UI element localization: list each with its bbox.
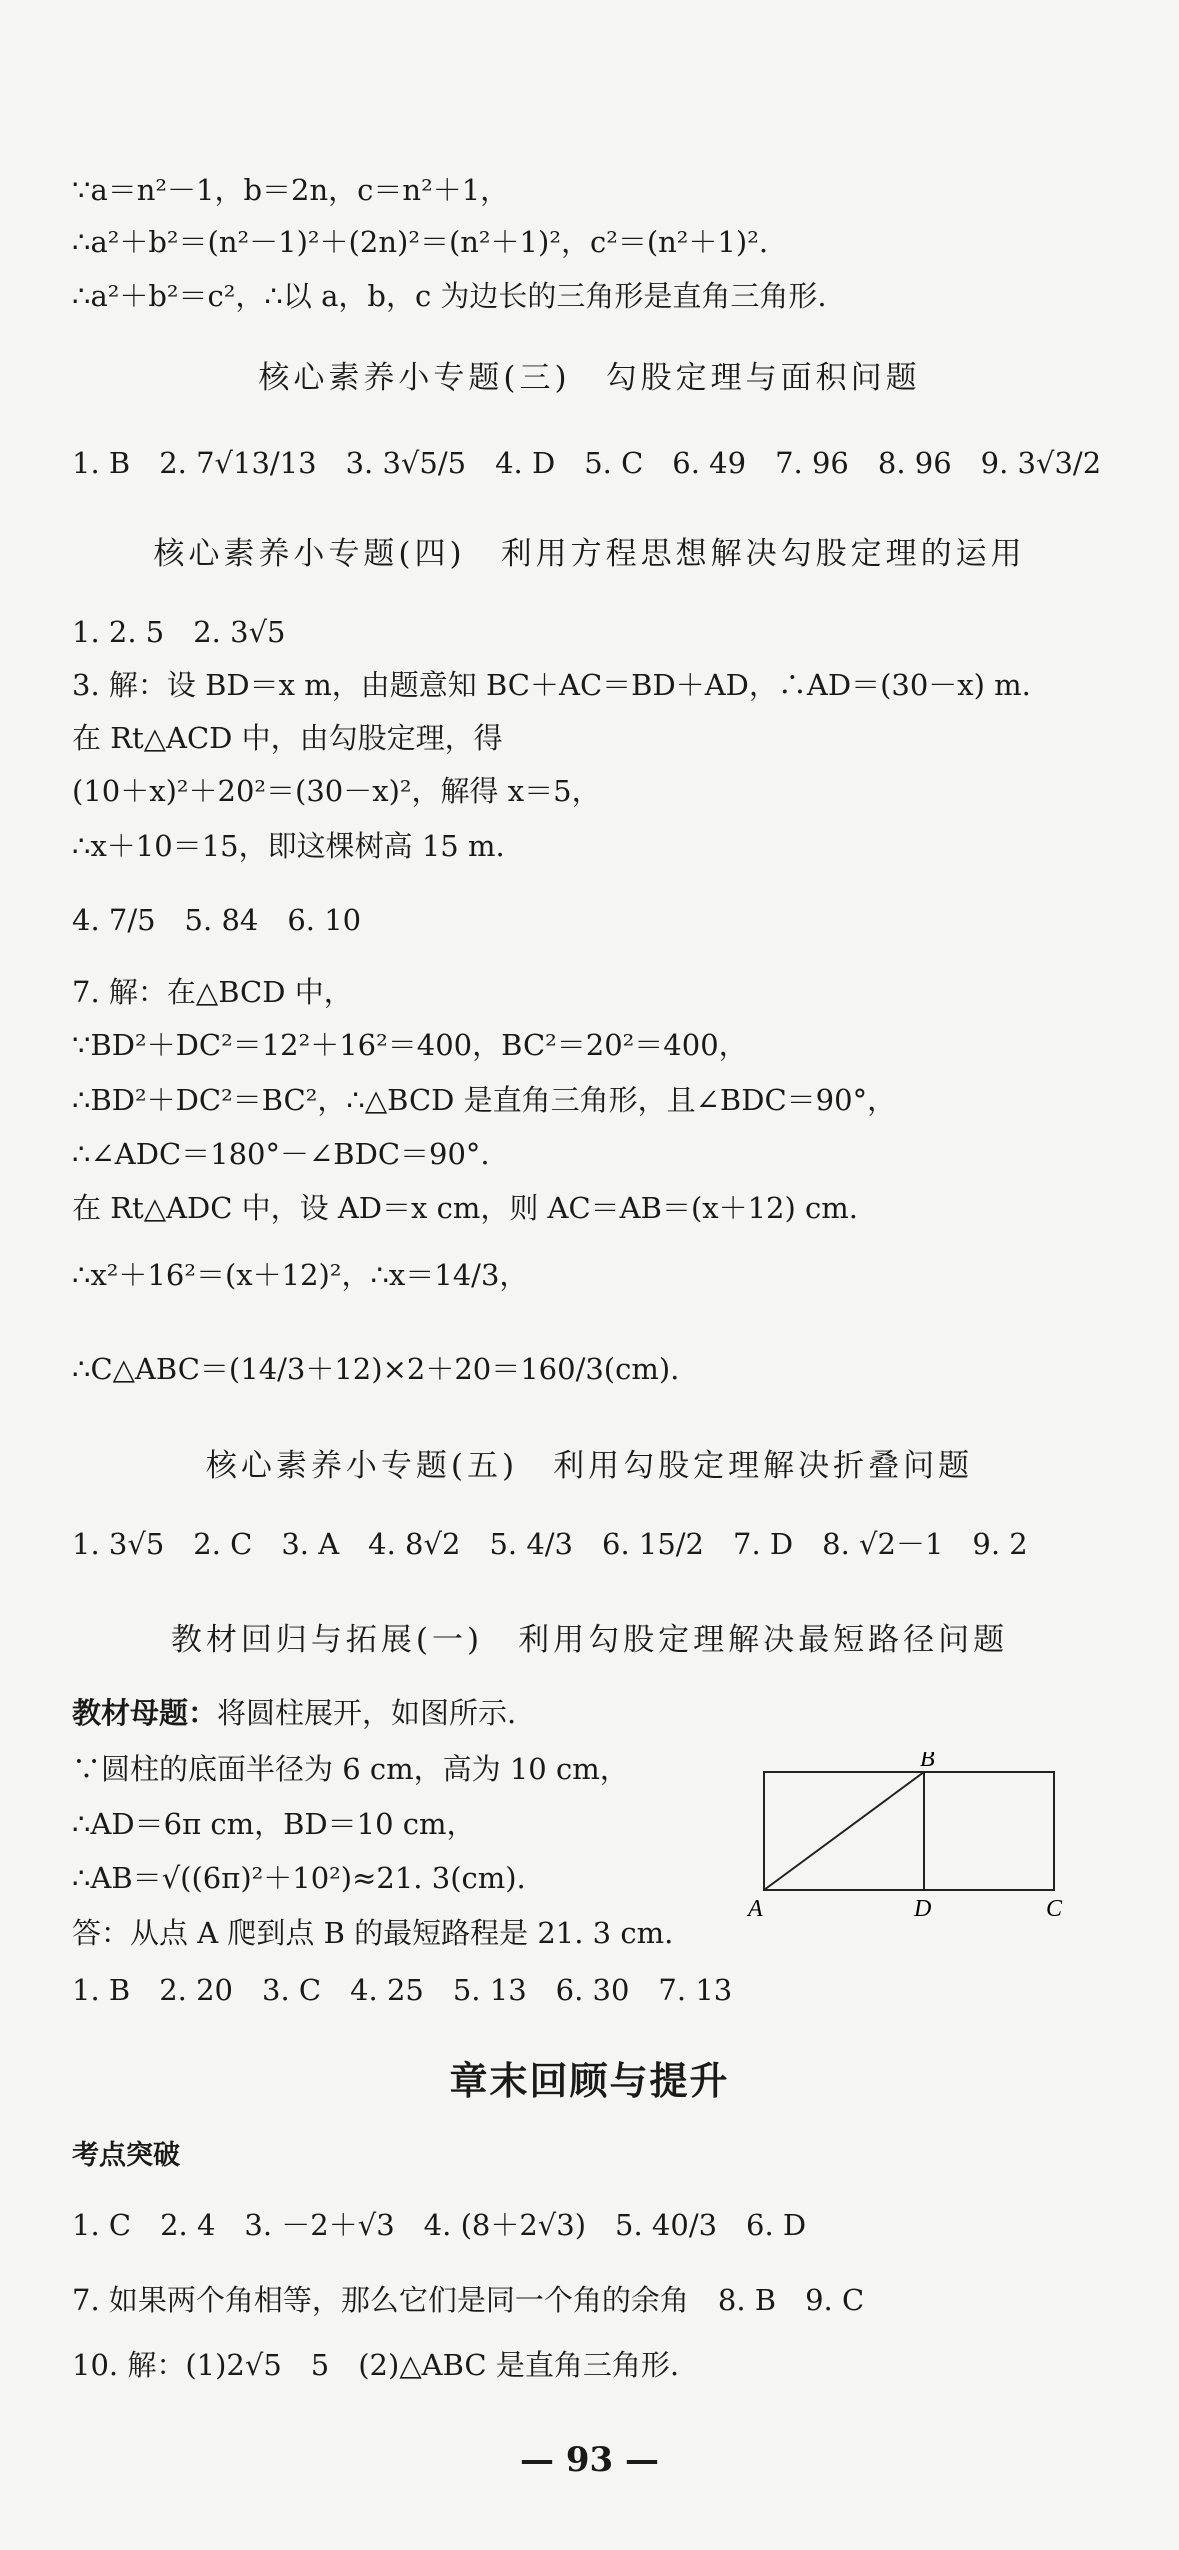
answer-line: 1. 2. 5 2. 3√5	[72, 615, 286, 649]
answer-line: 1. B 2. 20 3. C 4. 25 5. 13 6. 30 7. 13	[72, 1973, 733, 2007]
textbook-problem-label: 教材母题：	[72, 1696, 218, 1730]
text-line: ∴∠ADC＝180°－∠BDC＝90°.	[72, 1137, 490, 1171]
text-line: ∴x＋10＝15，即这棵树高 15 m.	[72, 829, 505, 863]
answer-line: 1. C 2. 4 3. －2＋√3 4. (8＋2√3) 5. 40/3 6. D	[72, 2208, 807, 2242]
text-line: (10＋x)²＋20²＝(30－x)²，解得 x＝5，	[72, 774, 601, 808]
segment-ab	[764, 1772, 924, 1890]
text-line: 7. 如果两个角相等，那么它们是同一个角的余角 8. B 9. C	[72, 2283, 865, 2317]
text-line: ∵圆柱的底面半径为 6 cm，高为 10 cm，	[72, 1752, 629, 1786]
answer-line: 1. 3√5 2. C 3. A 4. 8√2 5. 4/3 6. 15/2 7. D 8. √2－1 9. 2	[72, 1527, 1028, 1561]
text-line: ∴a²＋b²＝(n²－1)²＋(2n)²＝(n²＋1)²，c²＝(n²＋1)².	[72, 225, 769, 259]
unfolded-rectangle	[764, 1772, 1054, 1890]
subsection-heading: 考点突破	[72, 2140, 180, 2171]
text-line: 在 Rt△ACD 中，由勾股定理，得	[72, 721, 503, 755]
text-line: 10. 解：(1)2√5 5 (2)△ABC 是直角三角形.	[72, 2348, 680, 2382]
label-b: B	[920, 1752, 935, 1772]
answer-line: 4. 7/5 5. 84 6. 10	[72, 903, 362, 937]
section-heading-4: 核心素养小专题(四) 利用方程思想解决勾股定理的运用	[153, 536, 1026, 572]
text-line: 在 Rt△ADC 中，设 AD＝x cm，则 AC＝AB＝(x＋12) cm.	[72, 1191, 859, 1225]
answer-line: 1. B 2. 7√13/13 3. 3√5/5 4. D 5. C 6. 49 7. 96 8. 96 9. 3√3/2	[72, 446, 1102, 480]
chapter-heading: 章末回顾与提升	[449, 2059, 730, 2103]
text-line: ∴AD＝6π cm，BD＝10 cm，	[72, 1807, 476, 1841]
text-line: ∵BD²＋DC²＝12²＋16²＝400，BC²＝20²＝400，	[72, 1028, 748, 1062]
text-line: ∴AB＝√((6π)²＋10²)≈21. 3(cm).	[72, 1861, 526, 1895]
text-line: ∵a＝n²－1，b＝2n，c＝n²＋1，	[72, 173, 510, 207]
text-line: ∴x²＋16²＝(x＋12)²，∴x＝14/3，	[72, 1258, 529, 1292]
text-line	[72, 1693, 516, 1733]
section-heading-5: 核心素养小专题(五) 利用勾股定理解决折叠问题	[205, 1448, 974, 1484]
textbook-problem-text: 将圆柱展开，如图所示.	[217, 1696, 517, 1730]
text-line: ∴C△ABC＝(14/3＋12)×2＋20＝160/3(cm).	[72, 1352, 680, 1386]
section-heading-6: 教材回归与拓展(一) 利用勾股定理解决最短路径问题	[170, 1622, 1009, 1658]
label-d: D	[914, 1896, 932, 1922]
label-a: A	[748, 1896, 763, 1922]
cylinder-unfold-figure	[740, 1752, 1080, 1922]
text-line: 答：从点 A 爬到点 B 的最短路程是 21. 3 cm.	[72, 1916, 674, 1950]
text-line: ∴a²＋b²＝c²，∴以 a，b，c 为边长的三角形是直角三角形.	[72, 279, 827, 313]
page-number: — 93 —	[520, 2440, 659, 2480]
label-c: C	[1046, 1896, 1063, 1922]
text-line: 7. 解：在△BCD 中，	[72, 975, 353, 1009]
text-line: 3. 解：设 BD＝x m，由题意知 BC＋AC＝BD＋AD，∴AD＝(30－x) m.	[72, 668, 1031, 702]
text-line: ∴BD²＋DC²＝BC²，∴△BCD 是直角三角形，且∠BDC＝90°，	[72, 1083, 897, 1117]
section-heading-3: 核心素养小专题(三) 勾股定理与面积问题	[258, 360, 921, 396]
